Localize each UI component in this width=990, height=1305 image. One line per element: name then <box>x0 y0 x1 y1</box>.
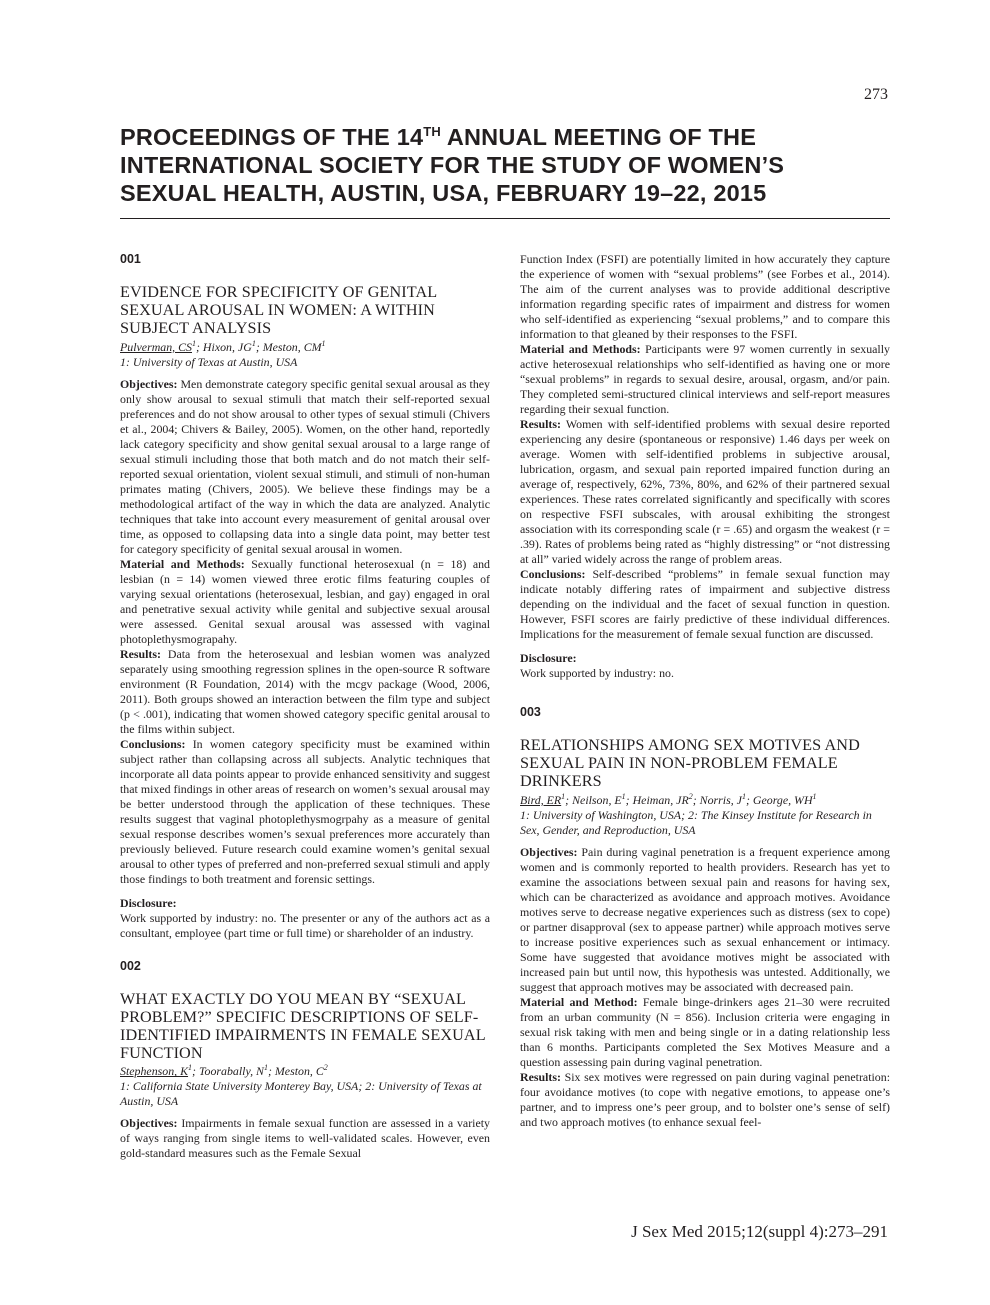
abstract-results: Results: Women with self-identified problems with sexual desire reported experiencing any desire (spontaneous or responsive) 1.46 days per week on average. Women with self-identified problems in subjective arousal, lubrication, orgasm, and sexual pain reported impaired function during an average of, respectively, 62%, 73%, 80%, and 62% of their partnered sexual experiences. These rates correlated significantly and specifically with scores on respective FSFI subscales, with arousal exhibiting the strongest association with its corresponding scale (r = .65) and orgasm the weakest (r = .39). Rates of problems being rated as “highly distressing” or “not distressing at all” varied widely across the range of problem areas. <box>520 417 890 566</box>
abstract-results: Results: Data from the heterosexual and lesbian women was analyzed separately using smoothing regression splines in the open-source R software environment (R Foundation, 2014) with the mcgv package (Wood, 2006, 2011). Both groups showed an interaction between the film type and subject (p < .001), indicating that women showed category specific genital arousal to the films within subject. <box>120 646 490 736</box>
proceedings-title <box>120 123 890 207</box>
title-line-1: PROCEEDINGS OF THE 14TH ANNUAL MEETING OF THE <box>120 124 757 150</box>
abstract-methods: Material and Method: Female binge-drinkers ages 21–30 were recruited from an urban community (N = 856). Inclusion criteria were engaging in sexual risk taking with men and being single or in a dating relationship less than 6 months. Participants completed the Sex Motives Measure and a question assessing pain during vaginal penetration. <box>520 994 890 1069</box>
abstract-affiliation: 1: University of Washington, USA; 2: The Kinsey Institute for Research in Sex, Gender, and Reproduction, USA <box>520 807 872 837</box>
abstract-conclusions: Conclusions: Self-described “problems” in female sexual function may indicate notably differing rates of impairment and subjective distress depending on the individual and the facet of sexual function in question. However, FSFI scores are fairly predictive of these individual differences. Implications for the measurement of female sexual function are discussed. <box>520 567 890 641</box>
disclosure-text: Work supported by industry: no. The presenter or any of the authors act as a consultant, employee (part time or full time) or shareholder of an industry. <box>120 910 490 940</box>
abstract-methods: Material and Methods: Participants were 97 women currently in sexually active heterosexual relationships who self-identified as having one or more “sexual problems” in regards to sexual desire, arousal, orgasm, and/or pain. They completed semi-structured clinical interviews and self-report measures regarding their sexual function. <box>520 342 890 416</box>
abstract-affiliation: 1: University of Texas at Austin, USA <box>120 354 298 369</box>
left-column <box>120 252 490 1161</box>
abstract-002-continued <box>520 252 890 681</box>
abstract-003 <box>520 705 890 1130</box>
abstract-conclusions: Conclusions: In women category specificity must be examined within subject rather than collapsing across all subjects. Analytic techniques that incorporate all data points appear to provide enhanced sensitivity and suggest that mixed findings in other areas of research on women’s sexual arousal may be better understood through the application of these techniques. These results suggest that vaginal photoplethysmogrpahy as a measure of genital sexual response describes women’s sexual preferences more accurately than previously believed. Future research could examine women’s genital sexual arousal to other types of preferred and non-preferred sexual stimuli and apply those findings to both treatment and forensic settings. <box>120 736 490 886</box>
abstract-objectives: Objectives: Impairments in female sexual function are assessed in a variety of ways ranging from single items to well-validated scales. However, even gold-standard measures such as the Female Sexual <box>120 1116 490 1161</box>
abstract-002 <box>120 959 490 1162</box>
disclosure-text: Work supported by industry: no. <box>520 666 674 680</box>
abstract-title: EVIDENCE FOR SPECIFICITY OF GENITAL SEXUAL AROUSAL IN WOMEN: A WITHIN SUBJECT ANALYSIS <box>120 283 437 338</box>
page-number: 273 <box>864 86 888 103</box>
journal-reference: J Sex Med 2015;12(suppl 4):273–291 <box>631 1222 888 1241</box>
disclosure-heading: Disclosure: <box>120 895 177 910</box>
abstract-title: WHAT EXACTLY DO YOU MEAN BY “SEXUAL PROBLEM?” SPECIFIC DESCRIPTIONS OF SELF-IDENTIFIED IMPAIRMENTS IN FEMALE SEXUAL FUNCTION <box>120 989 486 1063</box>
disclosure-heading: Disclosure: <box>520 651 577 665</box>
abstract-authors: Pulverman, $CS^1$; Hixon, $JG^1$; Meston, $CM^1$ <box>120 338 326 354</box>
abstract-objectives: Objectives: Men demonstrate category specific genital sexual arousal as they only show arousal to sexual stimuli that match their self-reported sexual preferences and do not show arousal to other types of sexual stimuli (Chivers et al., 2004; Chivers & Bailey, 2005). Women, on the other hand, reportedly lack category specificity and show genital sexual arousal to a large range of sexual stimuli including those that both match and do not match their self-reported sexual orientation, violent sexual stimuli, and stimuli of non-human primates mating (Chivers, 2005). We believe these findings may be a methodological artifact of the way in which the data are analyzed. Analytic techniques that take into account every measurement of genital arousal over time, as opposed to collapsing data into a single data point, may better test for category specificity of genital sexual arousal in women. <box>120 376 490 556</box>
title-line-3: SEXUAL HEALTH, AUSTIN, USA, FEBRUARY 19–22, 2015 <box>120 180 767 206</box>
abstract-affiliation: 1: California State University Monterey Bay, USA; 2: University of Texas at Austin, USA <box>120 1079 482 1109</box>
abstract-objectives: Objectives: Pain during vaginal penetration is a frequent experience among women and is commonly reported to health providers. Research has yet to examine the associations between sexual pain and reasons for having sex, which can be characterized as avoidance and approach motives. Avoidance motives serve to decrease negative experiences such as distress (sex to cope) or partner disapproval (sex to appease partner) while approach motives serve to increase positive experiences such as sexual enhancement or intimacy. Some have suggested that avoidance motives might be associated with increased pain but until now, this hypothesis was untested. Additionally, we suggest that approach motives may be associated with decreased pain. <box>520 844 890 994</box>
abstract-results: Results: Six sex motives were regressed on pain during vaginal penetration: four avoidance motives (to cope with negative emotions, to appease one’s partner, and to impress one’s peer group, and to bolster one’s sense of self) and two approach motives (to enhance sexual feel- <box>520 1069 890 1129</box>
abstract-authors: Stephenson, $K^1$; Toorabally, $N^1$; Meston, $C^2$ <box>120 1063 328 1079</box>
abstract-001 <box>120 252 490 941</box>
abstract-number: 003 <box>520 705 541 719</box>
right-column <box>520 252 890 1130</box>
abstract-number: 002 <box>120 958 141 973</box>
abstract-methods: Material and Methods: Sexually functional heterosexual (n = 18) and lesbian (n = 14) women viewed three erotic films featuring couples of varying sexual orientations (heterosexual, lesbian, and gay) engaged in oral and penetrative sexual activity while genital and subjective sexual arousal were assessed. Genital sexual arousal was assessed with vaginal photoplethysmograpahy. <box>120 556 490 646</box>
abstract-title: RELATIONSHIPS AMONG SEX MOTIVES AND SEXUAL PAIN IN NON-PROBLEM FEMALE DRINKERS <box>520 736 860 791</box>
abstract-authors: Bird, $ER^1$; Neilson, $E^1$; Heiman, $JR^2$; Norris, $J^1$; George, $WH^1$ <box>520 791 817 807</box>
abstract-objectives-continued: Function Index (FSFI) are potentially limited in how accurately they capture the experience of women with “sexual problems” (see Forbes et al., 2014). The aim of the current analyses was to provide additional descriptive information regarding specific rates of impairment and distress for women who self-identified as experiencing “sexual problems,” and to compare this information to that gleaned by their responses to the FSFI. <box>520 252 890 341</box>
title-line-2: INTERNATIONAL SOCIETY FOR THE STUDY OF WOMEN’S <box>120 152 785 178</box>
abstract-number: 001 <box>120 252 141 266</box>
title-divider <box>120 218 890 219</box>
